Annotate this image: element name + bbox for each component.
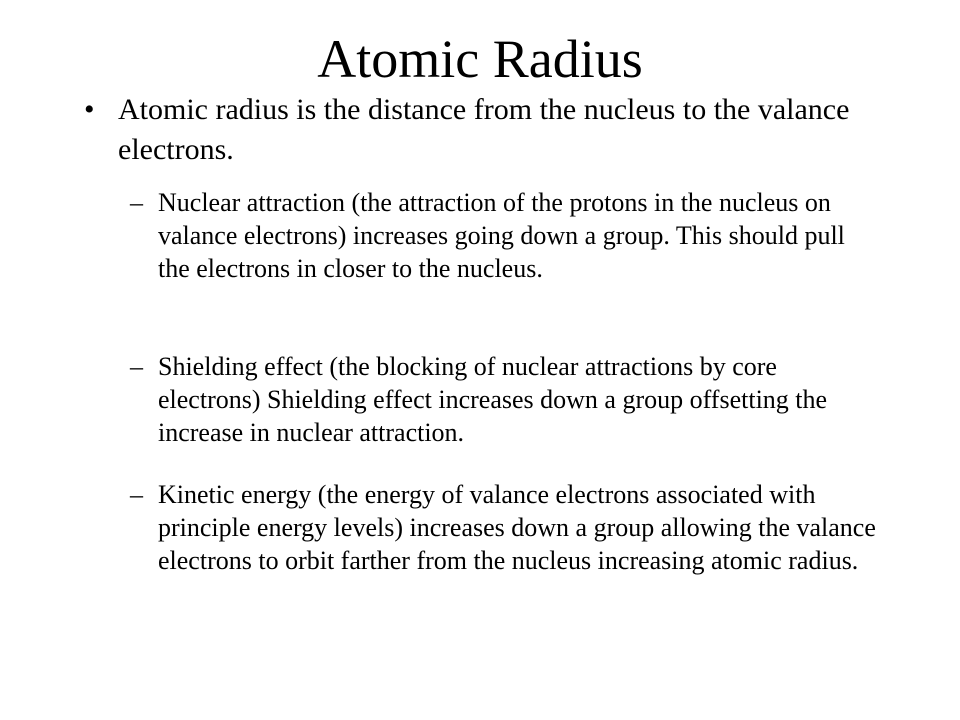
sub-bullet-shielding-effect	[130, 350, 880, 449]
sub-bullet-text: Shielding effect (the blocking of nuclear attractions by core electrons) Shielding effect increases down a group offsetting the increase in nuclear attraction.	[158, 352, 828, 447]
slide-title: Atomic Radius	[317, 29, 643, 89]
sub-bullet-text: Kinetic energy (the energy of valance electrons associated with principle energy levels) increases down a group allowing the valance electrons to orbit farther from the nucleus increasing atomic radius.	[158, 480, 876, 575]
sub-bullet-nuclear-attraction	[130, 186, 880, 285]
bullet-marker: •	[84, 93, 95, 126]
dash-marker: –	[130, 188, 143, 217]
sub-bullet-text: Nuclear attraction (the attraction of the protons in the nucleus on valance electrons) increases going down a group. This should pull the electrons in closer to the nucleus.	[158, 188, 845, 283]
sub-bullet-kinetic-energy	[130, 478, 880, 577]
dash-marker: –	[130, 352, 143, 381]
main-bullet	[84, 90, 864, 170]
main-bullet-text: Atomic radius is the distance from the nucleus to the valance electrons.	[118, 93, 850, 166]
dash-marker: –	[130, 480, 143, 509]
